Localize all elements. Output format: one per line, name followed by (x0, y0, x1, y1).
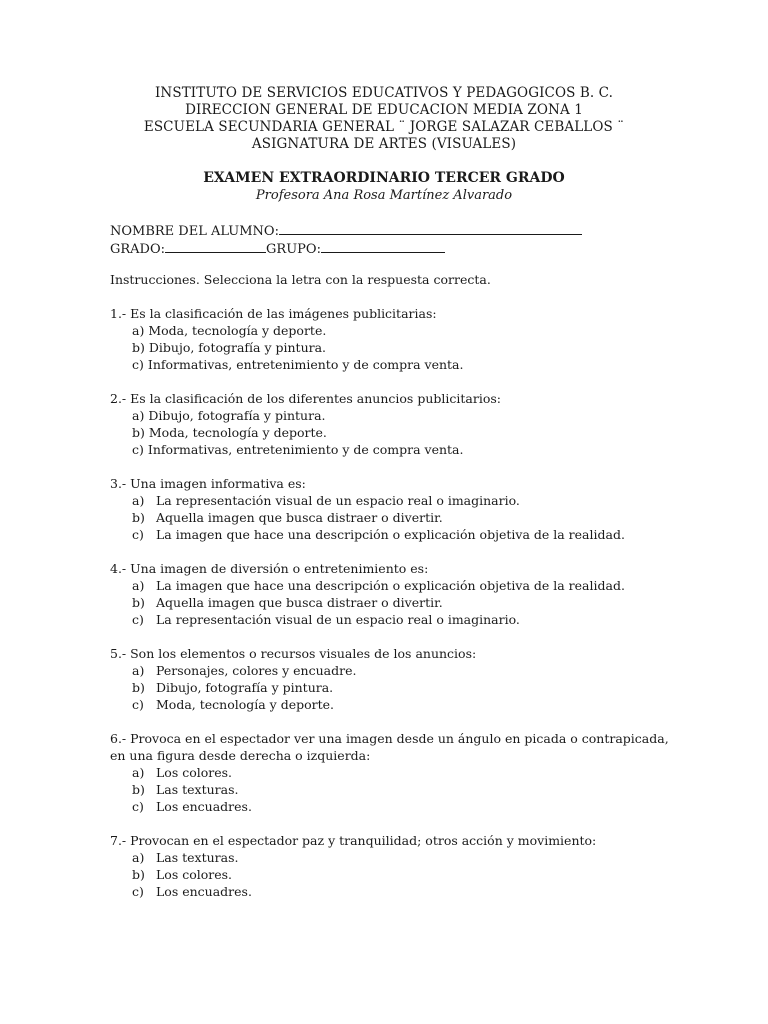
option-c[interactable] (132, 798, 670, 815)
group-blank[interactable] (321, 240, 445, 253)
option-letter: b) (132, 595, 145, 610)
option-text: La imagen que hace una descripción o explicación objetiva de la realidad. (156, 578, 625, 593)
question-1 (110, 305, 670, 373)
option-text: Los colores. (156, 867, 233, 882)
option-a[interactable] (132, 764, 670, 781)
instructions: Instrucciones. Selecciona la letra con la respuesta correcta. (110, 272, 491, 287)
option-list (110, 492, 670, 543)
question-text: 4.- Una imagen de diversión o entretenimiento es: (110, 561, 429, 576)
question-3 (110, 475, 670, 543)
student-name-blank[interactable] (279, 222, 582, 235)
option-a[interactable] (132, 492, 670, 509)
option-letter: b) (132, 510, 145, 525)
question-4 (110, 560, 670, 628)
option-c[interactable] (132, 611, 670, 628)
header-line: ESCUELA SECUNDARIA GENERAL ¨ JORGE SALAZAR CEBALLOS ¨ (143, 119, 625, 135)
option-text: Las texturas. (156, 850, 239, 865)
question-text: 7.- Provocan en el espectador paz y tranquilidad; otros acción y movimiento: (110, 833, 597, 848)
option-list (110, 322, 670, 373)
option-c[interactable] (132, 526, 670, 543)
option-c[interactable] (132, 356, 670, 373)
option-text: Dibujo, fotografía y pintura. (148, 340, 327, 355)
option-text: Moda, tecnología y deporte. (148, 323, 327, 338)
option-letter: c) (132, 527, 144, 542)
question-text: 1.- Es la clasificación de las imágenes publicitarias: (110, 306, 437, 321)
option-list (110, 662, 670, 713)
option-b[interactable] (132, 679, 670, 696)
option-text: Los colores. (156, 765, 233, 780)
option-b[interactable] (132, 424, 670, 441)
student-name-row (110, 222, 582, 240)
option-text: Dibujo, fotografía y pintura. (148, 408, 326, 423)
option-text: Los encuadres. (156, 884, 252, 899)
option-b[interactable] (132, 339, 670, 356)
option-list (110, 407, 670, 458)
grade-label: GRADO: (110, 242, 166, 257)
group-label: GRUPO: (266, 242, 321, 257)
question-7 (110, 832, 670, 900)
option-text: Las texturas. (156, 782, 239, 797)
option-c[interactable] (132, 883, 670, 900)
option-a[interactable] (132, 662, 670, 679)
option-text: La representación visual de un espacio real o imaginario. (156, 493, 520, 508)
question-text-continued: en una figura desde derecha o izquierda: (110, 748, 371, 763)
question-text: 5.- Son los elementos o recursos visuales de los anuncios: (110, 646, 477, 661)
option-letter: c) (132, 357, 144, 372)
option-letter: b) (132, 340, 145, 355)
option-a[interactable] (132, 577, 670, 594)
option-letter: b) (132, 782, 145, 797)
option-text: Aquella imagen que busca distraer o divertir. (156, 595, 443, 610)
option-text: Dibujo, fotografía y pintura. (156, 680, 334, 695)
option-letter: a) (132, 663, 145, 678)
question-text: 3.- Una imagen informativa es: (110, 476, 306, 491)
option-b[interactable] (132, 509, 670, 526)
option-letter: a) (132, 408, 145, 423)
option-letter: a) (132, 578, 145, 593)
grade-group-row (110, 240, 582, 258)
option-a[interactable] (132, 407, 670, 424)
option-text: Aquella imagen que busca distraer o divertir. (156, 510, 443, 525)
question-5 (110, 645, 670, 713)
question-list (110, 305, 670, 917)
grade-blank[interactable] (165, 240, 266, 253)
question-text: 6.- Provoca en el espectador ver una imagen desde un ángulo en picada o contrapicada, (110, 731, 669, 746)
option-letter: c) (132, 799, 144, 814)
teacher-name: Profesora Ana Rosa Martínez Alvarado (255, 188, 513, 203)
option-c[interactable] (132, 696, 670, 713)
option-text: La representación visual de un espacio real o imaginario. (156, 612, 520, 627)
option-b[interactable] (132, 866, 670, 883)
exam-title: EXAMEN EXTRAORDINARIO TERCER GRADO (203, 170, 565, 186)
question-6 (110, 730, 670, 815)
option-text: Informativas, entretenimiento y de compra venta. (147, 357, 464, 372)
option-list (110, 849, 670, 900)
option-list (110, 577, 670, 628)
option-text: Los encuadres. (156, 799, 252, 814)
option-text: Informativas, entretenimiento y de compra venta. (147, 442, 464, 457)
question-text: 2.- Es la clasificación de los diferentes anuncios publicitarios: (110, 391, 501, 406)
option-a[interactable] (132, 849, 670, 866)
option-list (110, 764, 670, 815)
option-text: La imagen que hace una descripción o explicación objetiva de la realidad. (156, 527, 625, 542)
student-name-label: NOMBRE DEL ALUMNO: (110, 224, 279, 239)
option-letter: c) (132, 442, 144, 457)
option-b[interactable] (132, 781, 670, 798)
option-a[interactable] (132, 322, 670, 339)
option-letter: c) (132, 697, 144, 712)
option-letter: a) (132, 765, 145, 780)
option-text: Moda, tecnología y deporte. (156, 697, 335, 712)
header-line: ASIGNATURA DE ARTES (VISUALES) (251, 136, 517, 152)
option-letter: b) (132, 425, 145, 440)
option-c[interactable] (132, 441, 670, 458)
question-2 (110, 390, 670, 458)
option-letter: a) (132, 323, 145, 338)
option-letter: a) (132, 493, 145, 508)
option-letter: b) (132, 680, 145, 695)
option-text: Personajes, colores y encuadre. (156, 663, 357, 678)
student-info (110, 222, 582, 258)
header-line: INSTITUTO DE SERVICIOS EDUCATIVOS Y PEDAGOGICOS B. C. (155, 85, 613, 101)
option-letter: a) (132, 850, 145, 865)
option-letter: c) (132, 612, 144, 627)
header-line: DIRECCION GENERAL DE EDUCACION MEDIA ZONA 1 (185, 102, 583, 118)
option-b[interactable] (132, 594, 670, 611)
option-letter: c) (132, 884, 144, 899)
school-header (0, 85, 768, 153)
option-text: Moda, tecnología y deporte. (148, 425, 327, 440)
option-letter: b) (132, 867, 145, 882)
